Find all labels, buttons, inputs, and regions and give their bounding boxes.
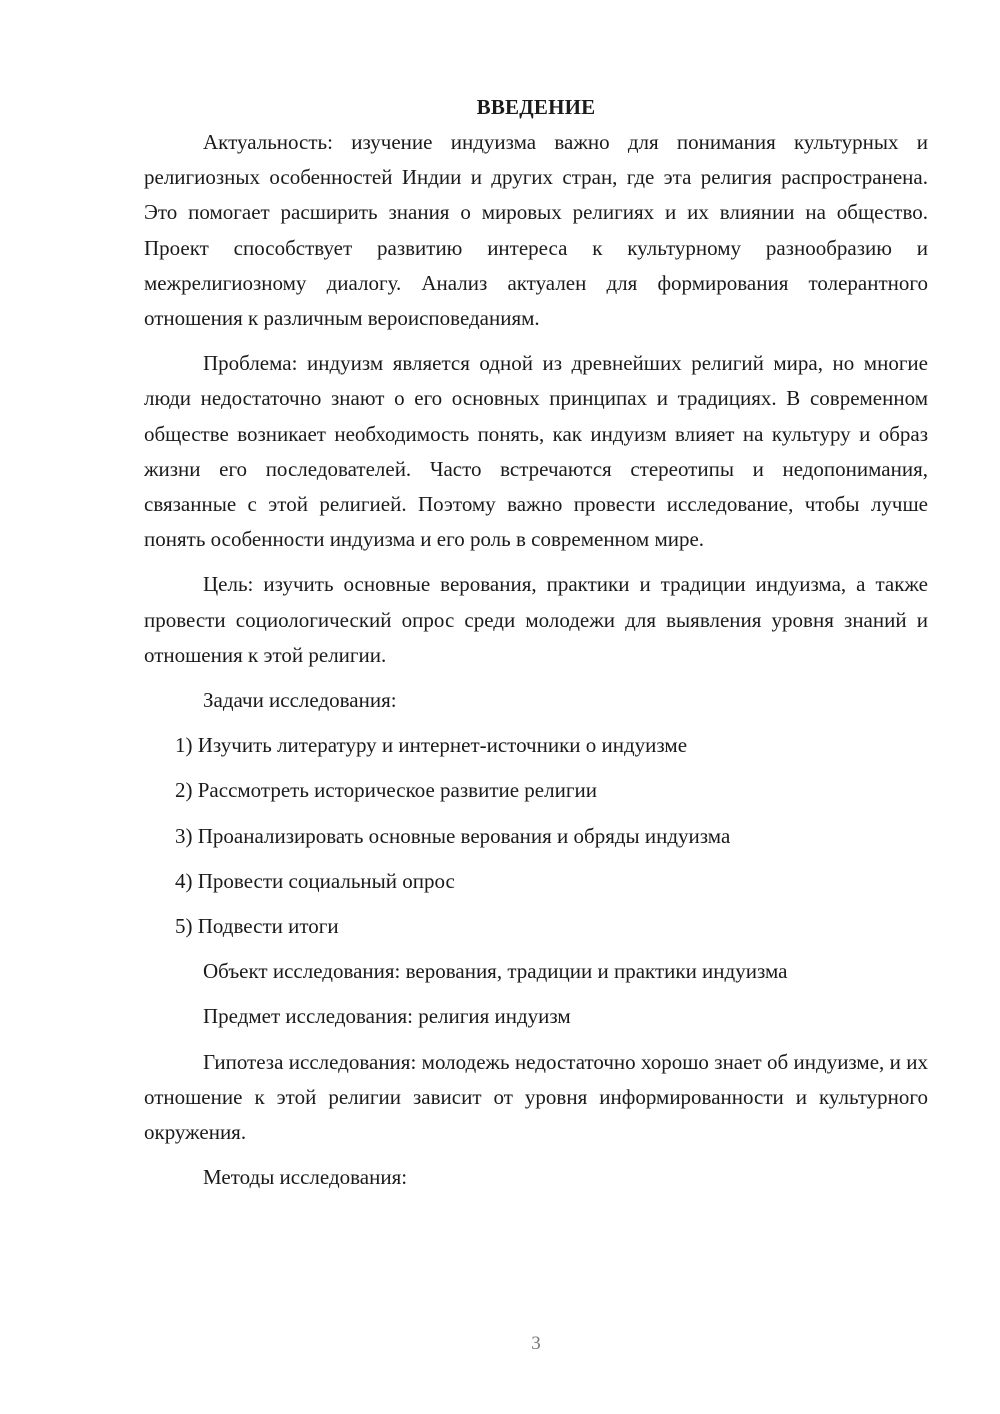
- methods-title: Методы исследования:: [203, 1165, 408, 1190]
- list-item: 2) Рассмотреть историческое развитие религии: [175, 778, 597, 803]
- relevance-paragraph: Актуальность: изучение индуизма важно для понимания культурных и религиозных особенностей Индии и других стран, где эта религия распространена. Это помогает расширить знания о мировых религиях и их влиянии на общество. Проект способствует развитию интереса к культурному разнообразию и межрелигиозному диалогу. Анализ актуален для формирования толерантного отношения к различным вероисповеданиям.: [144, 130, 928, 331]
- document-page: [144, 90, 928, 1205]
- list-item: 3) Проанализировать основные верования и обряды индуизма: [175, 823, 731, 848]
- object-paragraph: Объект исследования: верования, традиции и практики индуизма: [203, 959, 788, 984]
- problem-paragraph: Проблема: индуизм является одной из древнейших религий мира, но многие люди недостаточно знают о его основных принципах и традициях. В современном обществе возникает необходимость понять, как индуизм влияет на культуру и образ жизни его последователей. Часто встречаются стереотипы и недопонимания, связанные с этой религией. Поэтому важно провести исследование, чтобы лучше понять особенности индуизма и его роль в современном мире.: [144, 351, 928, 552]
- page-number: 3: [531, 1333, 541, 1354]
- tasks-title: Задачи исследования:: [203, 688, 397, 713]
- subject-paragraph: Предмет исследования: религия индуизм: [203, 1004, 571, 1029]
- tasks-list: [144, 728, 928, 944]
- list-item: 4) Провести социальный опрос: [175, 868, 455, 893]
- goal-paragraph: Цель: изучить основные верования, практики и традиции индуизма, а также провести социологический опрос среди молодежи для выявления уровня знаний и отношения к этой религии.: [144, 572, 928, 667]
- list-item: 1) Изучить литературу и интернет-источники о индуизме: [175, 733, 688, 758]
- section-heading: ВВЕДЕНИЕ: [476, 95, 596, 119]
- list-item: 5) Подвести итоги: [175, 914, 339, 939]
- hypothesis-paragraph: Гипотеза исследования: молодежь недостаточно хорошо знает об индуизме, и их отношение к этой религии зависит от уровня информированности и культурного окружения.: [144, 1049, 928, 1145]
